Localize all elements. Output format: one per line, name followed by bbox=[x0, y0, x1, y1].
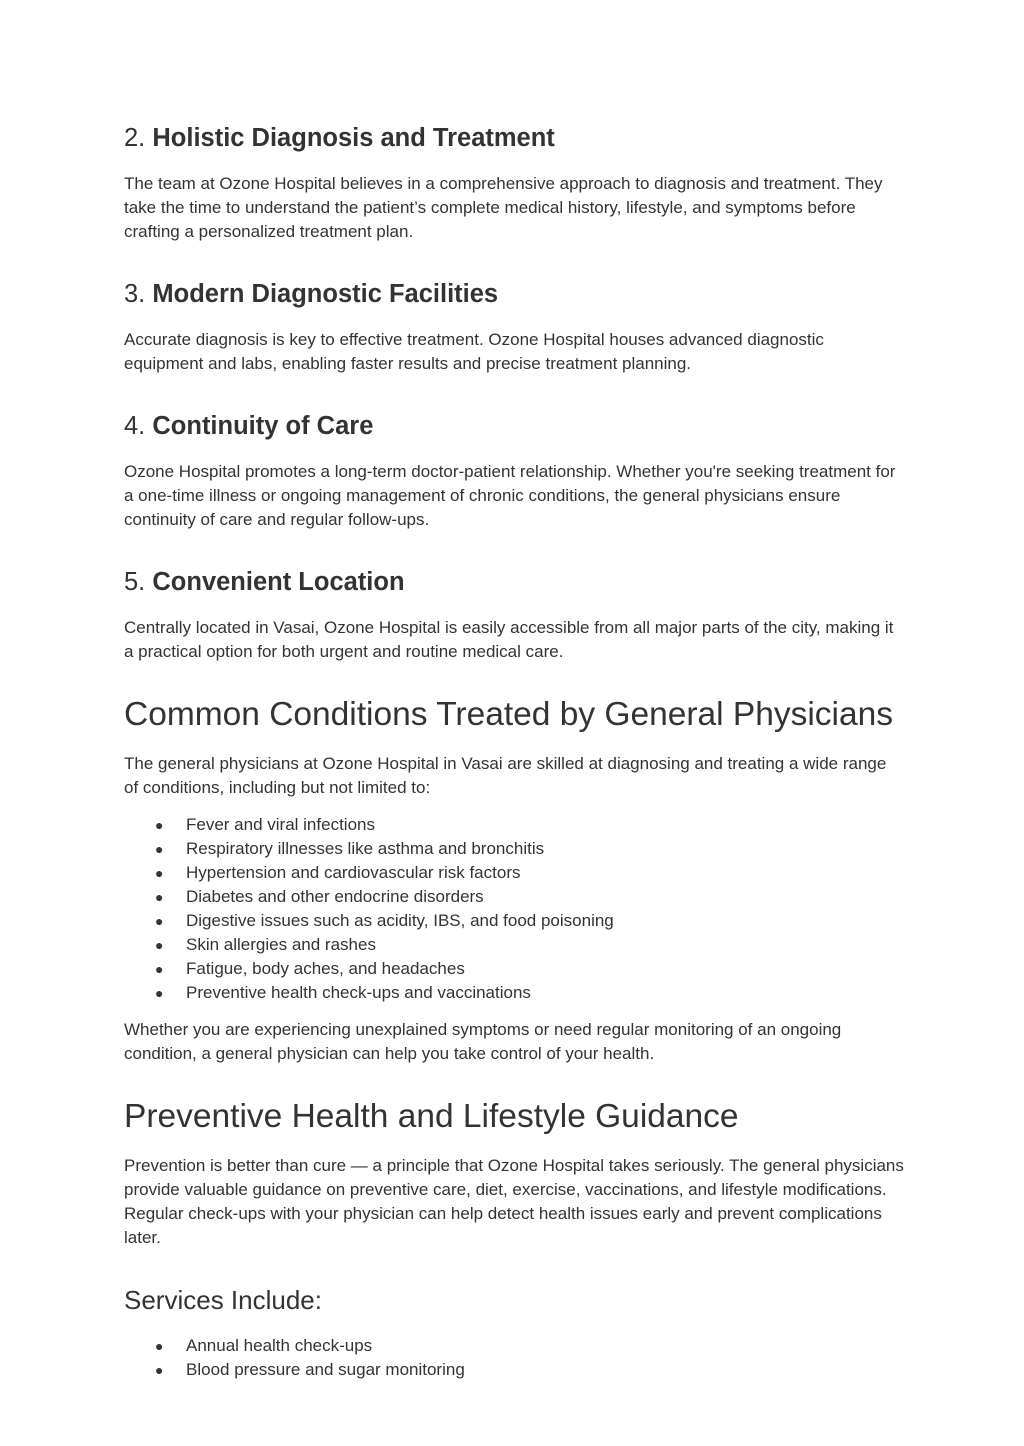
section-convenient-location bbox=[124, 564, 904, 664]
list-item bbox=[124, 1334, 904, 1358]
list-item-text: Fatigue, body aches, and headaches bbox=[186, 959, 465, 978]
section-paragraph: The team at Ozone Hospital believes in a comprehensive approach to diagnosis and treatment. They take the time to understand the patient’s complete medical history, lifestyle, and symptoms before crafting a personalized treatment plan. bbox=[124, 174, 883, 241]
list-item bbox=[124, 957, 904, 981]
section-title: Continuity of Care bbox=[152, 412, 374, 440]
bullet-icon: ● bbox=[155, 913, 164, 929]
document-page bbox=[124, 120, 904, 1382]
list-item-text: Diabetes and other endocrine disorders bbox=[186, 887, 484, 906]
section-continuity-of-care bbox=[124, 408, 904, 532]
bullet-icon: ● bbox=[155, 961, 164, 977]
list-item bbox=[124, 933, 904, 957]
list-item bbox=[124, 981, 904, 1005]
section-paragraph: Accurate diagnosis is key to effective treatment. Ozone Hospital houses advanced diagnostic equipment and labs, enabling faster results and precise treatment planning. bbox=[124, 330, 824, 373]
section-holistic-diagnosis bbox=[124, 120, 904, 244]
preventive-paragraph: Prevention is better than cure — a principle that Ozone Hospital takes seriously. The general physicians provide valuable guidance on preventive care, diet, exercise, vaccinations, and lifestyle modifications. Regular check-ups with your physician can help detect health issues early and prevent complications later. bbox=[124, 1156, 904, 1247]
list-item-text: Skin allergies and rashes bbox=[186, 935, 376, 954]
list-item-text: Digestive issues such as acidity, IBS, and food poisoning bbox=[186, 911, 614, 930]
list-item bbox=[124, 1358, 904, 1382]
list-item bbox=[124, 861, 904, 885]
section-paragraph: Centrally located in Vasai, Ozone Hospital is easily accessible from all major parts of the city, making it a practical option for both urgent and routine medical care. bbox=[124, 618, 894, 661]
bullet-icon: ● bbox=[155, 841, 164, 857]
bullet-icon: ● bbox=[155, 937, 164, 953]
list-item-text: Respiratory illnesses like asthma and bronchitis bbox=[186, 839, 545, 858]
list-item-text: Blood pressure and sugar monitoring bbox=[186, 1360, 465, 1379]
list-item bbox=[124, 909, 904, 933]
section-paragraph: Ozone Hospital promotes a long-term doctor-patient relationship. Whether you're seeking treatment for a one-time illness or ongoing management of chronic conditions, the general physicians ensure continuity of care and regular follow-ups. bbox=[124, 462, 896, 529]
list-item bbox=[124, 885, 904, 909]
conditions-intro: The general physicians at Ozone Hospital in Vasai are skilled at diagnosing and treating a wide range of conditions, including but not limited to: bbox=[124, 754, 887, 797]
list-item-text: Fever and viral infections bbox=[186, 815, 375, 834]
bullet-icon: ● bbox=[155, 985, 164, 1001]
section-number: 4. bbox=[124, 412, 146, 440]
bullet-icon: ● bbox=[155, 1338, 164, 1354]
services-list bbox=[124, 1334, 904, 1382]
list-item-text: Preventive health check-ups and vaccinations bbox=[186, 983, 531, 1002]
bullet-icon: ● bbox=[155, 889, 164, 905]
section-number: 3. bbox=[124, 280, 146, 308]
section-title: Modern Diagnostic Facilities bbox=[152, 280, 499, 308]
services-heading: Services Include: bbox=[124, 1285, 322, 1315]
section-title: Convenient Location bbox=[152, 568, 405, 596]
section-common-conditions bbox=[124, 692, 904, 1066]
list-item-text: Hypertension and cardiovascular risk factors bbox=[186, 863, 521, 882]
conditions-list bbox=[124, 813, 904, 1005]
section-heading bbox=[124, 276, 904, 312]
section-number: 5. bbox=[124, 568, 146, 596]
section-heading bbox=[124, 564, 904, 600]
section-preventive-health bbox=[124, 1094, 904, 1382]
list-item bbox=[124, 837, 904, 861]
section-title: Holistic Diagnosis and Treatment bbox=[152, 124, 555, 152]
bullet-icon: ● bbox=[155, 1362, 164, 1378]
bullet-icon: ● bbox=[155, 817, 164, 833]
section-modern-diagnostic-facilities bbox=[124, 276, 904, 376]
section-heading bbox=[124, 408, 904, 444]
section-number: 2. bbox=[124, 124, 146, 152]
conditions-heading: Common Conditions Treated by General Physicians bbox=[124, 696, 894, 733]
list-item bbox=[124, 813, 904, 837]
conditions-outro: Whether you are experiencing unexplained symptoms or need regular monitoring of an ongoing condition, a general physician can help you take control of your health. bbox=[124, 1020, 842, 1063]
section-heading bbox=[124, 120, 904, 156]
preventive-heading: Preventive Health and Lifestyle Guidance bbox=[124, 1098, 739, 1135]
bullet-icon: ● bbox=[155, 865, 164, 881]
list-item-text: Annual health check-ups bbox=[186, 1336, 373, 1355]
